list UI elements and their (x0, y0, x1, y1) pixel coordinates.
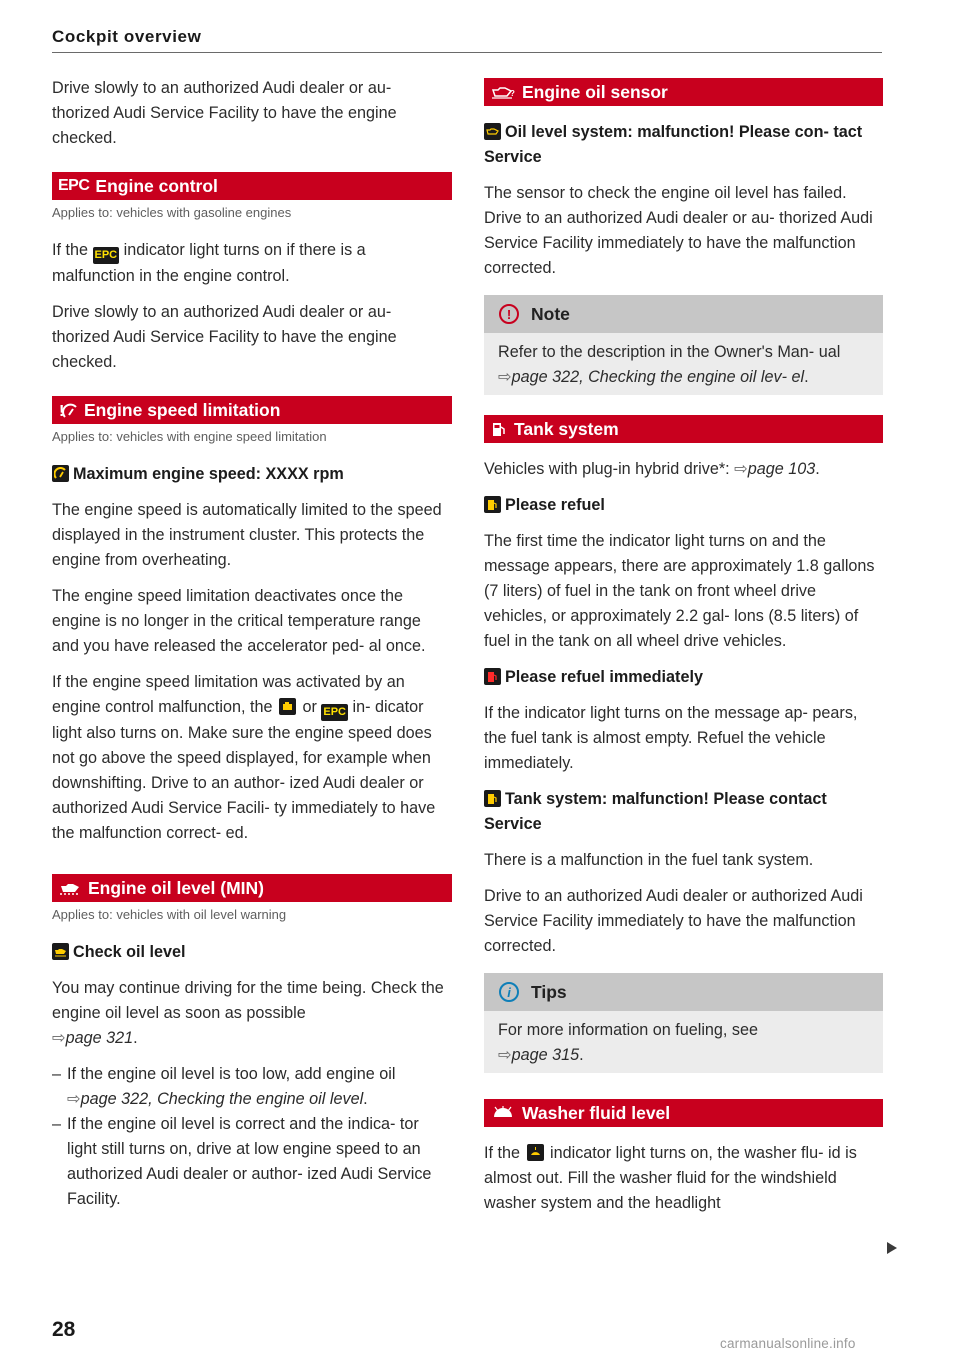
oil-level-indicator-icon (52, 943, 69, 960)
left-column (52, 76, 452, 1212)
continue-arrow-icon (885, 1241, 899, 1255)
page-link[interactable]: page 103 (747, 460, 816, 478)
speed-paragraph-2: The engine speed limitation deactivates once the engine is no longer in the critical temperature range and you have released the accelerator ped- al once. (52, 587, 426, 655)
oil-bullet-1: – If the engine oil level is too low, add engine oil ⇨page 322, Checking the engine oil level. (52, 1065, 396, 1108)
section-title: Engine oil sensor (522, 82, 668, 102)
speed-paragraph-1: The engine speed is automatically limited to the speed displayed in the instrument cluster. This protects the engine from overheating. (52, 501, 442, 569)
page-header-title: Cockpit overview (52, 27, 202, 46)
right-column (484, 76, 883, 1227)
tips-body (484, 1011, 883, 1073)
washer-paragraph-1: If the indicator light turns on, the washer flu- id is almost out. Fill the washer fluid for the windshield washer system and the headlight (484, 1144, 857, 1212)
page-link[interactable]: page 322, Checking the engine oil level (80, 1090, 364, 1108)
tank-paragraph-2: If the indicator light turns on the message ap- pears, the fuel tank is almost empty. Refuel the vehicle immediately. (484, 704, 858, 772)
tank-paragraph-1: The first time the indicator light turns on and the message appears, there are approximately 1.8 gallons (7 liters) of fuel in the tank on front wheel drive vehicles, or approximately 2.2 gal- lons (8.5 liters) of fuel in the tank on all wheel drive vehicles. (484, 532, 875, 650)
section-title: Engine control (95, 176, 218, 196)
washer-fluid-icon (490, 1105, 516, 1121)
fuel-pump-icon (490, 420, 508, 438)
section-title: Engine speed limitation (84, 400, 281, 420)
svg-text:?: ? (510, 89, 515, 98)
section-engine-oil-level (52, 874, 452, 902)
page-link[interactable]: page 315 (511, 1046, 580, 1064)
ref-arrow-icon: ⇨ (498, 368, 512, 386)
please-refuel-subhead: Please refuel (484, 493, 883, 518)
fuel-indicator-icon (484, 790, 501, 807)
section-engine-control (52, 172, 452, 200)
ref-arrow-icon: ⇨ (67, 1090, 81, 1108)
section-title: Tank system (514, 419, 619, 439)
tank-paragraph-4: Drive to an authorized Audi dealer or authorized Audi Service Facility immediately to have the malfunction corrected. (484, 887, 863, 955)
fuel-indicator-icon (484, 496, 501, 513)
tips-header (484, 973, 883, 1011)
ref-arrow-icon: ⇨ (734, 460, 748, 478)
ref-arrow-icon: ⇨ (498, 1046, 512, 1064)
applies-to: Applies to: vehicles with gasoline engines (52, 205, 292, 220)
svg-text:!: ! (59, 403, 65, 419)
oil-sensor-subhead: Oil level system: malfunction! Please con- tact Service (484, 123, 863, 166)
tank-paragraph-3: There is a malfunction in the fuel tank system. (484, 851, 814, 869)
page-number: 28 (52, 1318, 76, 1341)
washer-indicator-icon (527, 1144, 544, 1161)
page-link[interactable]: page 321 (65, 1029, 134, 1047)
note-body (484, 333, 883, 395)
epc-paragraph-2: Drive slowly to an authorized Audi dealer or au- thorized Audi Service Facility to have the engine checked. (52, 303, 397, 371)
applies-to: Applies to: vehicles with engine speed limitation (52, 429, 327, 444)
exclamation-icon: ! (499, 304, 519, 324)
section-title: Washer fluid level (522, 1103, 671, 1123)
tips-title: Tips (531, 981, 567, 1002)
section-tank-system (484, 415, 883, 443)
engine-check-indicator-icon (279, 698, 296, 715)
sensor-paragraph-1: The sensor to check the engine oil level has failed. Drive to an authorized Audi dealer or au- thorized Audi Service Facility immediately to have the malfunction corrected. (484, 184, 873, 277)
section-washer-fluid-level (484, 1099, 883, 1127)
applies-to: Applies to: vehicles with oil level warning (52, 907, 287, 922)
note-text: Refer to the description in the Owner's Man- ual ⇨page 322, Checking the engine oil lev- el. (498, 343, 841, 386)
tips-text: For more information on fueling, see ⇨page 315. (498, 1021, 759, 1064)
header-rule (52, 52, 882, 53)
oil-sensor-icon (490, 84, 516, 100)
check-oil-subhead: Check oil level (52, 940, 452, 965)
epc-icon: EPC (58, 177, 90, 194)
oil-can-icon (58, 880, 82, 896)
ref-arrow-icon: ⇨ (52, 1029, 66, 1047)
note-title: Note (531, 303, 570, 324)
watermark: carmanualsonline.info (720, 1336, 856, 1351)
section-title: Engine oil level (MIN) (88, 878, 264, 898)
epc-indicator-icon: EPC (321, 704, 348, 721)
note-header (484, 295, 883, 333)
oil-paragraph-1: You may continue driving for the time being. Check the engine oil level as soon as possible ⇨page 321. (52, 979, 444, 1047)
oil-bullet-2: – If the engine oil level is correct and the indica- tor light still turns on, drive at low engine speed to an authorized Audi dealer or author- ized Audi Service Facility. (52, 1115, 432, 1208)
tank-intro: Vehicles with plug-in hybrid drive*: ⇨page 103. (484, 460, 820, 478)
section-engine-oil-sensor (484, 78, 883, 106)
tips-box (484, 973, 883, 1073)
tank-malfunction-subhead: Tank system: malfunction! Please contact Service (484, 790, 827, 833)
max-speed-subhead: Maximum engine speed: XXXX rpm (52, 462, 452, 487)
speed-paragraph-3: If the engine speed limitation was activated by an engine control malfunction, the or EPC in- dicator light also turns on. Make sure the engine speed does not go above the speed displayed, for example when downshifting. Drive to an author- ized Audi dealer or authorized Audi Service Facili- ty immediately to have the malfunction correct- ed. (52, 673, 436, 842)
epc-indicator-icon: EPC (93, 247, 120, 264)
intro-paragraph: Drive slowly to an authorized Audi dealer or au- thorized Audi Service Facility to have the engine checked. (52, 79, 397, 147)
engine-speed-warning-icon (58, 401, 78, 419)
info-icon: i (499, 982, 519, 1002)
oil-sensor-indicator-icon (484, 123, 501, 140)
section-engine-speed-limitation (52, 396, 452, 424)
note-box (484, 295, 883, 395)
fuel-indicator-icon (484, 668, 501, 685)
epc-paragraph-1: If the EPC indicator light turns on if there is a malfunction in the engine control. (52, 241, 366, 285)
refuel-immediately-subhead: Please refuel immediately (484, 665, 883, 690)
engine-speed-indicator-icon (52, 465, 69, 482)
page-link[interactable]: page 322, Checking the engine oil lev- el (511, 368, 805, 386)
